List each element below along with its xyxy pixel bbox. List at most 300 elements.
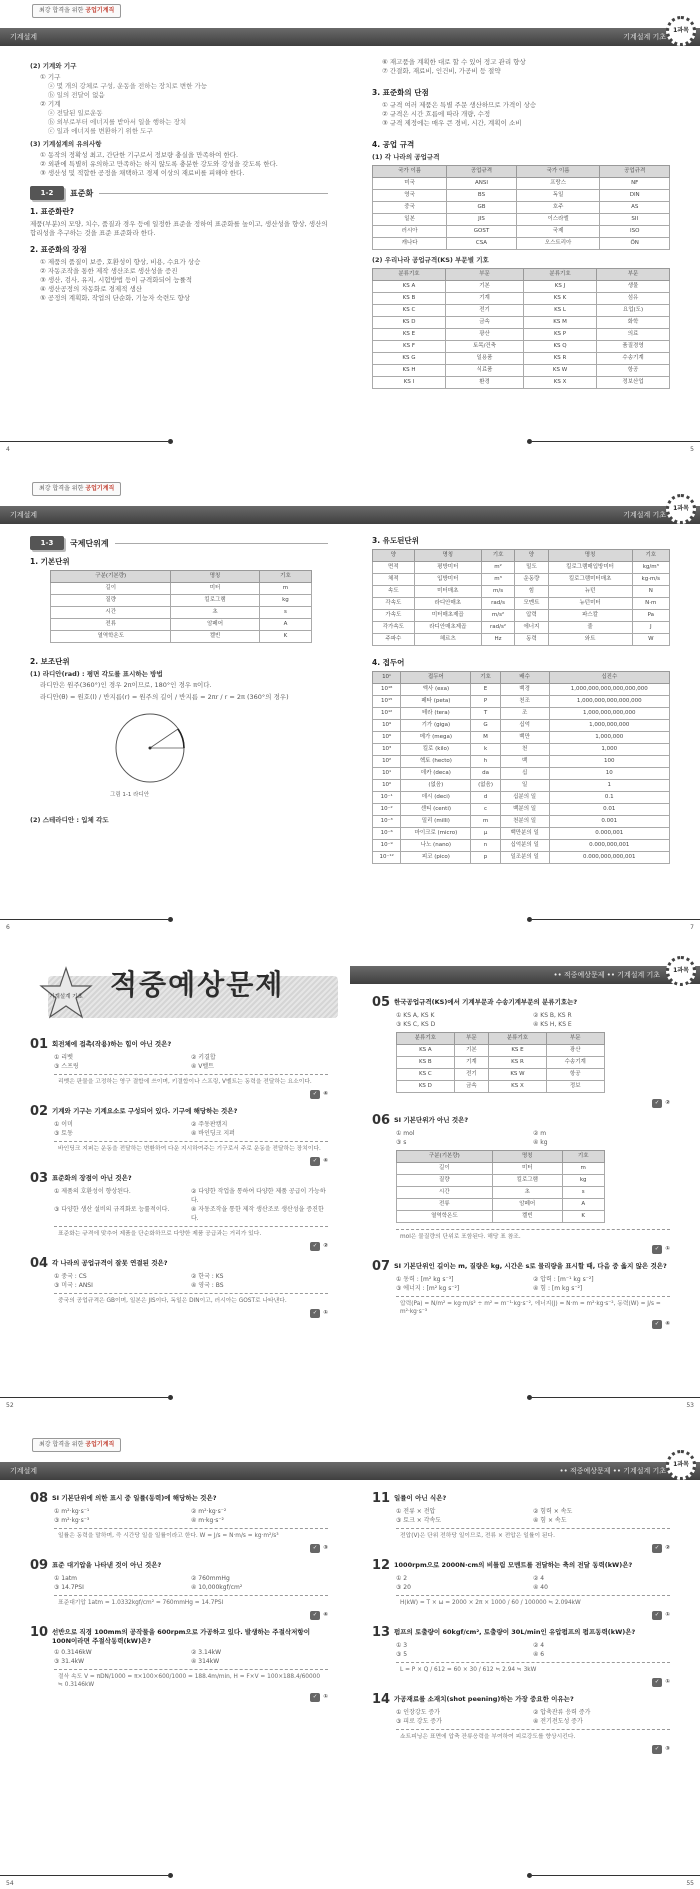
- heading: 4. 접두어: [372, 658, 405, 667]
- list-item: ⓐ 전달된 일로운동: [48, 109, 103, 117]
- table-cell: 광산: [445, 329, 523, 341]
- answer-value: ③: [323, 1545, 328, 1551]
- question-item: [30, 1038, 328, 1099]
- answer-table: [396, 1150, 605, 1223]
- section-header: [30, 536, 328, 550]
- table-cell: 프랑스: [516, 178, 600, 190]
- answer-value: ②: [665, 1100, 670, 1106]
- table-cell: K: [562, 1211, 604, 1223]
- table-cell: 속도: [373, 586, 415, 598]
- table-row: [397, 1081, 605, 1093]
- column-header: 부문: [445, 269, 523, 281]
- table-row: [51, 631, 312, 643]
- question-text: 회전체에 접촉(작용)하는 힘이 아닌 것은?: [52, 1040, 172, 1048]
- table-cell: 십억분의 일: [500, 840, 549, 852]
- answer-badge-icon: ✓: [310, 1693, 321, 1702]
- table-cell: 파스칼: [548, 610, 632, 622]
- page-number: 6: [6, 924, 10, 931]
- answer-option: ② 주동판캠지: [191, 1121, 228, 1128]
- table-cell: 1,000: [549, 744, 669, 756]
- page-number: 52: [6, 1402, 14, 1409]
- header-bar: [350, 506, 700, 524]
- table-row: [373, 190, 670, 202]
- table-cell: 마이크로 (micro): [401, 828, 471, 840]
- spread-1: [0, 0, 700, 455]
- page-content: [30, 536, 328, 827]
- gear-icon: 1과목: [666, 956, 696, 986]
- table-cell: 백경: [500, 684, 549, 696]
- heading: 2. 보조단위: [30, 657, 70, 666]
- table-cell: 십: [500, 768, 549, 780]
- footer: [0, 917, 350, 923]
- table-row: [373, 744, 670, 756]
- explanation: 표준대기압 1atm = 1.0332kgf/cm² = 760mmHg = 14.7PSI: [54, 1595, 328, 1610]
- answer-value: ①: [665, 1246, 670, 1252]
- question-item: [30, 1105, 328, 1166]
- answer-badge-icon: ✓: [310, 1611, 321, 1620]
- question-header: [30, 1105, 328, 1118]
- answer-option: ③ 31.4kW: [54, 1658, 85, 1665]
- page-content: [372, 996, 670, 1335]
- question-list: [30, 1038, 328, 1318]
- table-cell: m²: [481, 562, 514, 574]
- table-row: [397, 1187, 605, 1199]
- table-row: [373, 329, 670, 341]
- answer-option: ④ m·kg·s⁻²: [191, 1517, 224, 1524]
- table-cell: 초: [492, 1187, 562, 1199]
- answer-key: [372, 1611, 670, 1620]
- page-4: [0, 0, 350, 455]
- answer-option: ② 압력 : [m⁻¹ kg s⁻²]: [533, 1276, 594, 1283]
- list-item: ⑦ 간결화, 재료비, 인건비, 가공비 등 절약: [382, 67, 501, 75]
- answer-option: ① 동력 : [m² kg s⁻³]: [396, 1276, 454, 1283]
- table-cell: 기본: [445, 281, 523, 293]
- question-item: [30, 1492, 328, 1553]
- column-header: 십진수: [549, 672, 669, 684]
- table-cell: KS E: [373, 329, 446, 341]
- table-cell: GOST: [447, 226, 517, 238]
- base-unit-table: [50, 570, 312, 643]
- column-header: 기호: [632, 550, 669, 562]
- question-item: [372, 1492, 670, 1553]
- section-title: 표준화: [70, 188, 94, 198]
- explanation: 일률은 동력을 말하며, 즉 시간당 일을 일률이라고 한다. W = J/s = N·m/s = kg·m²/s³: [54, 1528, 328, 1543]
- table-cell: 밀도: [515, 562, 548, 574]
- table-cell: 일본: [373, 214, 447, 226]
- table-cell: kg/m³: [632, 562, 669, 574]
- table-cell: 데시 (deci): [401, 792, 471, 804]
- answer-option: ③ 토동: [54, 1130, 73, 1137]
- formula: 라디안(θ) = 원호(l) / 반지름(r) = 원주의 길이 / 반지름 = 2πr / r = 2π (360°의 경우): [40, 693, 289, 701]
- answer-table: [396, 1032, 605, 1093]
- table-cell: 각속도: [373, 598, 415, 610]
- table-cell: m: [259, 583, 312, 595]
- answer-value: ②: [665, 1545, 670, 1551]
- table-row: [373, 574, 670, 586]
- page-content: [372, 1492, 670, 1760]
- prefix-table: [372, 671, 670, 864]
- table-row: [397, 1211, 605, 1223]
- table-cell: (없음): [401, 780, 471, 792]
- table-cell: E: [471, 684, 500, 696]
- table-cell: 10¹⁸: [373, 684, 401, 696]
- table-cell: 질량: [51, 595, 171, 607]
- answer-badge-icon: ✓: [652, 1544, 663, 1553]
- table-cell: m/s: [481, 586, 514, 598]
- subheading: (2) 스테라디안 : 입체 각도: [30, 816, 109, 824]
- question-header: [30, 1492, 328, 1505]
- table-cell: SII: [600, 214, 670, 226]
- table-cell: 10⁻⁶: [373, 828, 401, 840]
- table-cell: 헤르츠: [414, 634, 481, 646]
- question-header: [372, 1626, 670, 1639]
- column-header: 공업규격: [600, 166, 670, 178]
- table-row: [51, 583, 312, 595]
- table-cell: 면적: [373, 562, 415, 574]
- explanation: 전압(V)은 단위 전하당 일이므로, 전류 × 전압은 일률이 된다.: [396, 1528, 670, 1543]
- column-header: 명칭: [492, 1151, 562, 1163]
- answer-option: ③ 에너지 : [m² kg s⁻²]: [396, 1285, 460, 1292]
- answer-key: [372, 1320, 670, 1329]
- table-cell: 10⁻¹²: [373, 852, 401, 864]
- question-text: 표준화의 장점이 아닌 것은?: [52, 1174, 132, 1182]
- question-number: 05: [372, 995, 391, 1010]
- table-cell: 토목/건축: [445, 341, 523, 353]
- answer-key: [30, 1157, 328, 1166]
- table-cell: 뉴턴미터: [548, 598, 632, 610]
- table-row: [397, 1045, 605, 1057]
- table-cell: 영국: [373, 190, 447, 202]
- question-list: [372, 996, 670, 1329]
- answer-key: [372, 1245, 670, 1254]
- table-row: [373, 341, 670, 353]
- table-cell: 메가 (mega): [401, 732, 471, 744]
- table-row: [373, 281, 670, 293]
- table-row: [373, 792, 670, 804]
- table-cell: 섬유: [597, 293, 670, 305]
- question-header: [372, 996, 670, 1009]
- column-header: 부문: [597, 269, 670, 281]
- table-cell: 동력: [515, 634, 548, 646]
- table-cell: 질량: [397, 1175, 493, 1187]
- answer-value: ①: [665, 1612, 670, 1618]
- table-cell: 식료품: [445, 365, 523, 377]
- table-cell: 백만분의 일: [500, 828, 549, 840]
- table-cell: 항공: [546, 1069, 604, 1081]
- explanation: 압력(Pa) = N/m² = kg·m/s² ÷ m² = m⁻¹·kg·s⁻², 에너지(J) = N·m = m²·kg·s⁻², 동력(W) = J/s = m²·kg·s⁻³: [396, 1296, 670, 1319]
- table-cell: M: [471, 732, 500, 744]
- table-cell: 중국: [373, 202, 447, 214]
- answer-option: ② 힘력 × 속도: [533, 1508, 573, 1515]
- footer-dot-icon: [168, 439, 173, 444]
- list-item: ③ 규격 제정에는 매우 큰 경비, 시간, 계획이 소비: [382, 119, 522, 127]
- gear-icon: 1과목: [666, 494, 696, 524]
- table-cell: 미터매초제곱: [414, 610, 481, 622]
- table-row: [373, 840, 670, 852]
- answer-option: ④ 314kW: [191, 1658, 220, 1665]
- table-cell: 일: [500, 780, 549, 792]
- header-bar: [0, 1462, 350, 1480]
- question-text: 펌프의 토출량이 60kgf/cm², 토출량이 30L/min인 유압펌프의 펌프동력(kW)은?: [394, 1628, 636, 1636]
- table-cell: 1,000,000,000,000,000: [549, 696, 669, 708]
- table-row: [51, 619, 312, 631]
- question-number: 06: [372, 1113, 391, 1128]
- table-row: [373, 768, 670, 780]
- subheading: (2) 우리나라 공업규격(KS) 부문별 기호: [372, 256, 489, 264]
- table-cell: 켈빈: [492, 1211, 562, 1223]
- table-cell: KS R: [524, 353, 597, 365]
- table-cell: 미터: [492, 1163, 562, 1175]
- table-cell: 0.000,001: [549, 828, 669, 840]
- answer-option: ① KS A, KS K: [396, 1012, 435, 1019]
- column-header: 구분(기본량): [397, 1151, 493, 1163]
- table-body: [373, 178, 670, 250]
- standards-table: [372, 165, 670, 250]
- list-item: ① 동작의 정확성 최고, 간단한 기구로서 정보량 충실을 만족하여 한다.: [40, 151, 239, 159]
- column-header: 명칭: [548, 550, 632, 562]
- table-row: [373, 684, 670, 696]
- table-cell: kg: [562, 1175, 604, 1187]
- table-cell: P: [471, 696, 500, 708]
- column-header: 양: [515, 550, 548, 562]
- table-cell: 라디안매초제곱: [414, 622, 481, 634]
- table-row: [373, 178, 670, 190]
- table-cell: s: [562, 1187, 604, 1199]
- table-cell: 1,000,000,000: [549, 720, 669, 732]
- table-cell: 킬로그램: [492, 1175, 562, 1187]
- table-cell: 캐나다: [373, 238, 447, 250]
- answer-option: ② 760mmHg: [191, 1575, 230, 1582]
- table-cell: BS: [447, 190, 517, 202]
- table-row: [373, 732, 670, 744]
- table-cell: 0.000,000,000,001: [549, 852, 669, 864]
- heading: 2. 표준화의 장점: [30, 245, 87, 254]
- radian-circle-icon: [90, 708, 210, 788]
- answer-option: ④ 40: [533, 1584, 548, 1591]
- answer-option: ④ 자동조작을 통한 제작 생산조로 생산성을 증진한다.: [191, 1206, 324, 1222]
- answer-options: [30, 1272, 328, 1290]
- table-cell: KS X: [489, 1081, 547, 1093]
- answer-option: ③ 14.7PSI: [54, 1584, 84, 1591]
- page-5: [350, 0, 700, 455]
- table-row: [373, 562, 670, 574]
- table-cell: KS C: [397, 1069, 455, 1081]
- table-row: [373, 586, 670, 598]
- table-row: [373, 610, 670, 622]
- table-cell: 의료: [597, 329, 670, 341]
- question-text: 선반으로 직경 100mm의 공작물을 600rpm으로 가공하고 있다. 발생하는 주절삭저항이 100N이라면 주절삭동력(kW)은?: [52, 1628, 310, 1645]
- table-cell: 십분의 일: [500, 792, 549, 804]
- table-row: [51, 607, 312, 619]
- question-item: [30, 1626, 328, 1702]
- table-cell: 금속: [454, 1081, 488, 1093]
- question-header: [372, 1693, 670, 1706]
- table-cell: 체적: [373, 574, 415, 586]
- table-cell: 이스라엘: [516, 214, 600, 226]
- answer-key: [372, 1745, 670, 1754]
- column-header: 접두어: [401, 672, 471, 684]
- question-item: [30, 1172, 328, 1251]
- question-text: 일률이 아닌 식은?: [394, 1494, 447, 1502]
- chapter-title: 적중예상문제: [110, 968, 285, 1001]
- table-cell: 10¹²: [373, 708, 401, 720]
- table-cell: 각가속도: [373, 622, 415, 634]
- list-item: ① 규격 여러 제품은 특별 주문 생산하므로 가격이 상승: [382, 101, 537, 109]
- header-bar: [350, 1462, 700, 1480]
- answer-option: ② m: [533, 1130, 547, 1137]
- answer-value: ①: [323, 1694, 328, 1700]
- figure-caption: 그림 1-1 라디안: [110, 792, 150, 798]
- table-cell: 가속도: [373, 610, 415, 622]
- table-cell: K: [259, 631, 312, 643]
- page-number: 4: [6, 446, 10, 453]
- answer-option: ③ 다양한 생산 설비의 규격화로 능률적이다.: [54, 1206, 170, 1213]
- table-cell: KS Q: [524, 341, 597, 353]
- question-text: 각 나라의 공업규격이 잘못 연결된 것은?: [52, 1259, 168, 1267]
- question-text: 표준 대기압을 나타낸 것이 아닌 것은?: [52, 1561, 162, 1569]
- list-item: ② 자동조작을 통한 제작 생산조로 생산성을 증진: [40, 267, 178, 275]
- answer-option: ② 다양한 작업을 통하여 다양한 제품 공급이 가능하다.: [191, 1188, 326, 1204]
- table-cell: 센티 (centi): [401, 804, 471, 816]
- table-cell: Hz: [481, 634, 514, 646]
- column-header: 명칭: [171, 571, 259, 583]
- table-cell: 10⁻¹: [373, 792, 401, 804]
- table-row: [373, 305, 670, 317]
- question-item: [372, 1626, 670, 1687]
- table-cell: 10¹⁵: [373, 696, 401, 708]
- answer-badge-icon: ✓: [652, 1245, 663, 1254]
- table-row: [373, 696, 670, 708]
- answer-option: ④ 힘 : [m kg s⁻²]: [533, 1285, 583, 1292]
- table-cell: KS E: [489, 1045, 547, 1057]
- question-number: 09: [30, 1558, 49, 1573]
- answer-options: [372, 1507, 670, 1525]
- table-cell: 백: [500, 756, 549, 768]
- question-list: [30, 1492, 328, 1702]
- paragraph: 라디안은 원주(360°)인 경우 2π이므로, 180°인 경우 π이다.: [40, 681, 212, 689]
- table-cell: 기계: [445, 293, 523, 305]
- question-number: 12: [372, 1558, 391, 1573]
- list-item: ④ 생산공정의 자동화로 경제적 생산: [40, 285, 142, 293]
- footer-dot-icon: [527, 1873, 532, 1878]
- answer-option: ① 1atm: [54, 1575, 77, 1582]
- question-header: [30, 1257, 328, 1270]
- explanation: 중국의 공업규격은 GB이며, 일본은 JIS이다, 독일은 DIN이고, 러시아는 GOST로 나타낸다.: [54, 1293, 328, 1308]
- table-cell: 엑사 (exa): [401, 684, 471, 696]
- table-cell: 길이: [397, 1163, 493, 1175]
- table-cell: 테라 (tera): [401, 708, 471, 720]
- answer-option: ③ 토크 × 각속도: [396, 1517, 442, 1524]
- answer-options: [30, 1187, 328, 1223]
- table-cell: KS D: [373, 317, 446, 329]
- answer-option: ③ 피로 강도 증가: [396, 1718, 442, 1725]
- page-55: [350, 1434, 700, 1889]
- answer-badge-icon: ✓: [652, 1611, 663, 1620]
- column-header: 분류기호: [373, 269, 446, 281]
- table-cell: 미터매초: [414, 586, 481, 598]
- answer-option: ③ 5: [396, 1651, 408, 1658]
- table-cell: 백분의 일: [500, 804, 549, 816]
- table-row: [373, 214, 670, 226]
- table-cell: m: [471, 816, 500, 828]
- table-cell: 페타 (peta): [401, 696, 471, 708]
- answer-options: [30, 1120, 328, 1138]
- table-cell: 와트: [548, 634, 632, 646]
- table-cell: KS C: [373, 305, 446, 317]
- question-number: 02: [30, 1104, 49, 1119]
- list-item: ② 기계: [40, 100, 61, 108]
- page-content: [372, 58, 670, 395]
- header-bar: [350, 28, 700, 46]
- heading: 4. 공업 규격: [372, 140, 415, 149]
- question-header: [30, 1038, 328, 1051]
- table-cell: da: [471, 768, 500, 780]
- page-number: 5: [690, 446, 694, 453]
- question-number: 04: [30, 1256, 49, 1271]
- table-cell: 평방미터: [414, 562, 481, 574]
- answer-option: ③ m²·kg·s⁻³: [54, 1517, 90, 1524]
- answer-options: [30, 1053, 328, 1071]
- list-item: ③ 생산, 검사, 유지, 시험방법 등이 규격화되어 능률적: [40, 276, 193, 284]
- table-cell: 1,000,000: [549, 732, 669, 744]
- table-cell: m³: [481, 574, 514, 586]
- answer-value: ①: [323, 1310, 328, 1316]
- table-cell: 피코 (pico): [401, 852, 471, 864]
- table-row: [373, 226, 670, 238]
- footer: [350, 439, 700, 445]
- question-item: [30, 1257, 328, 1318]
- answer-option: ② 4: [533, 1575, 545, 1582]
- page-number: 55: [686, 1880, 694, 1887]
- table-cell: 기본: [454, 1045, 488, 1057]
- footer-dot-icon: [168, 917, 173, 922]
- table-cell: J: [632, 622, 669, 634]
- table-cell: 1: [549, 780, 669, 792]
- table-row: [397, 1057, 605, 1069]
- answer-option: ④ 6: [533, 1651, 545, 1658]
- table-row: [397, 1163, 605, 1175]
- footer: [350, 917, 700, 923]
- radian-figure: [90, 708, 328, 791]
- question-number: 11: [372, 1491, 391, 1506]
- table-cell: 헥토 (hecto): [401, 756, 471, 768]
- answer-options: [372, 1574, 670, 1592]
- table-cell: 킬로그램: [171, 595, 259, 607]
- header-label: •• 적중예상문제 •• 기계설계 기초: [559, 1467, 666, 1475]
- answer-options: [372, 1708, 670, 1726]
- section-badge: 1-3: [30, 536, 64, 550]
- table-cell: KS X: [524, 377, 597, 389]
- table-cell: rad/s: [481, 598, 514, 610]
- answer-option: ② 압축잔류 응력 증가: [533, 1709, 591, 1716]
- page-number: 7: [690, 924, 694, 931]
- table-cell: 10²: [373, 756, 401, 768]
- table-cell: N: [632, 586, 669, 598]
- table-cell: 10⁶: [373, 732, 401, 744]
- explanation: L = P × Q / 612 = 60 × 30 / 612 ≒ 2.94 ≒ 3kW: [396, 1662, 670, 1677]
- column-header: 10ⁿ: [373, 672, 401, 684]
- table-cell: 입방미터: [414, 574, 481, 586]
- table-body: [373, 684, 670, 864]
- spread-2: [0, 478, 700, 933]
- table-cell: 데카 (deca): [401, 768, 471, 780]
- column-header: 부문: [454, 1033, 488, 1045]
- table-cell: 러시아: [373, 226, 447, 238]
- paragraph: 제품(부분)의 모양, 치수, 품질과 경우 등에 일정한 표준을 정하여 표준화를 높이고, 생산성을 향상, 생산의 합리성을 추구하는 것을 표준 표준화라 한다.: [30, 220, 328, 237]
- table-cell: 일용품: [445, 353, 523, 365]
- answer-key: [30, 1309, 328, 1318]
- question-text: 가공재료를 소재치(shot peening)하는 가장 중요한 이유는?: [394, 1695, 574, 1703]
